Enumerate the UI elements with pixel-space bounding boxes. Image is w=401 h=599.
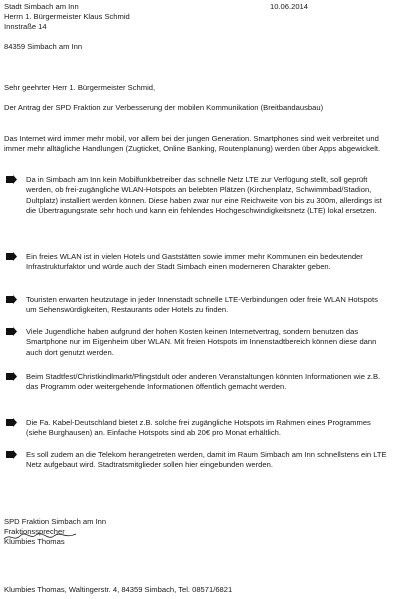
list-item	[4, 175, 388, 239]
list-item	[4, 372, 388, 404]
recipient-line-2: Herrn 1. Bürgermeister Klaus Schmid	[4, 12, 130, 21]
list-item-text: Touristen erwarten heutzutage in jeder Innenstadt schnelle LTE-Verbindungen oder freie WLAN Hotspots um Sehenswürdigkeiten, Restaurants oder Hotels zu finden.	[26, 295, 378, 315]
letter-date: 10.06.2014	[270, 2, 309, 11]
list-item-text: Viele Jugendliche haben aufgrund der hohen Kosten keinen Internetvertrag, sondern benutzen das Smartphone nur im Eigenheim über WLAN. Mit freien Hotspots im Innenstadtbereich können diese dann auch dort genutzt werden.	[26, 327, 377, 357]
list-item	[4, 295, 388, 317]
subject-line: Der Antrag der SPD Fraktion zur Verbesserung der mobilen Kommunikation (Breitbandausbau)	[4, 103, 324, 112]
signature-role: Fraktionssprecher	[4, 527, 65, 536]
list-item	[4, 327, 388, 359]
footer-contact: Klumbies Thomas, Waltingerstr. 4, 84359 Simbach, Tel. 08571/6821	[4, 585, 233, 594]
list-item-text: Beim Stadtfest/Christkindlmarkt/Pfingstdult oder anderen Veranstaltungen könnten Informationen wie z.B. das Programm oder weitergehende Informationen öffentlich gemacht werden.	[26, 372, 381, 392]
signature-org: SPD Fraktion Simbach am Inn	[4, 517, 107, 526]
signature-name: Klumbies Thomas	[4, 537, 65, 546]
list-item	[4, 252, 388, 284]
arrow-bullet-icon	[4, 252, 24, 262]
list-item-text: Es soll zudem an die Telekom herangetreten werden, damit im Raum Simbach am Inn schnellstens ein LTE Netz aufgebaut wird. Stadtratsmitglieder sollen hier eingebunden werden.	[26, 450, 387, 470]
recipient-city: 84359 Simbach am Inn	[4, 42, 83, 51]
list-item	[4, 450, 388, 482]
arrow-bullet-icon	[4, 295, 24, 305]
salutation: Sehr geehrter Herr 1. Bürgermeister Schmid,	[4, 83, 156, 92]
list-item-text: Ein freies WLAN ist in vielen Hotels und Gaststätten sowie immer mehr Kommunen ein bedeutender Infrastrukturfaktor und würde auch der Stadt Simbach einen moderneren Charakter geben.	[26, 252, 363, 272]
handwritten-signature	[2, 531, 82, 543]
arrow-bullet-icon	[4, 450, 24, 460]
sender-line-1: Stadt Simbach am Inn	[4, 2, 79, 11]
list-item	[4, 418, 388, 440]
list-item-text: Die Fa. Kabel-Deutschland bietet z.B. solche frei zugängliche Hotspots im Rahmen eines Programmes (siehe Burghausen) an. Einfache Hotspots sind ab 20€ pro Monat erhältlich.	[26, 418, 371, 438]
arrow-bullet-icon	[4, 418, 24, 428]
arrow-bullet-icon	[4, 327, 24, 337]
arrow-bullet-icon	[4, 175, 24, 185]
recipient-street: Innstraße 14	[4, 22, 47, 31]
arrow-bullet-icon	[4, 372, 24, 382]
intro-paragraph: Das Internet wird immer mehr mobil, vor allem bei der jungen Generation. Smartphones sind weit verbreitet und immer mehr alltägliche Handlungen (Zugticket, Online Banking, Routenplanung) werden über Apps abgewickelt.	[4, 134, 381, 154]
list-item-text: Da in Simbach am Inn kein Mobilfunkbetreiber das schnelle Netz LTE zur Verfügung stellt, soll geprüft werden, ob frei-zugängliche WLAN-Hotspots an belebten Plätzen (Kirchenplatz, Schwimmbad/Stadion, Dultplatz) installiert werden können. Diese haben zwar nur eine Reichweite von bis zu 300m, allerdings ist die Übertragungsrate sehr hoch und kann ein fehlendes Hochgeschwindigkeitsnetz (LTE) lokal ersetzen.	[26, 175, 382, 215]
